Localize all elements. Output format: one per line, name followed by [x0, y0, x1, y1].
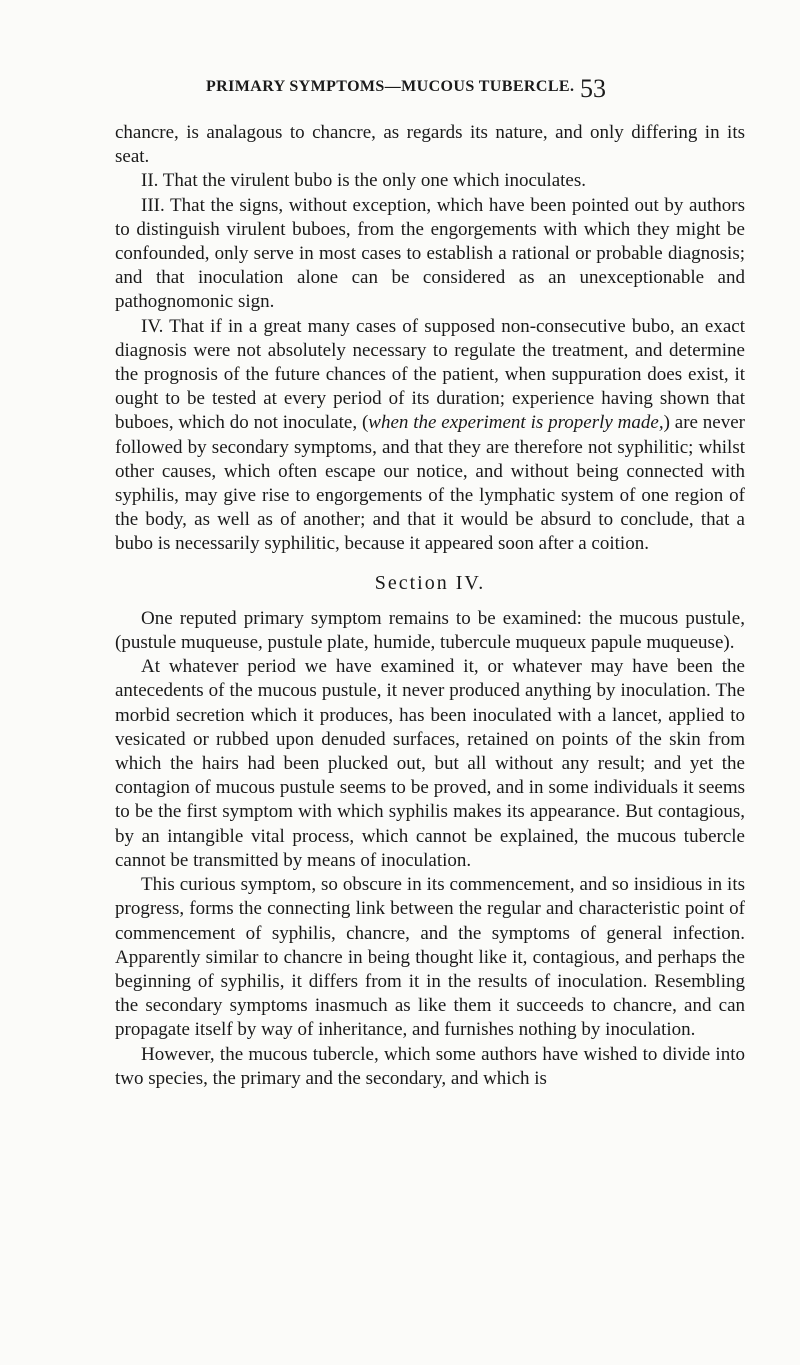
paragraph-point-iv [115, 315, 745, 557]
point-iv-text-start: IV. That if in a great many cases of supposed non-consecutive bubo, an exact diagnosis were not absolutely necessary to regulate the treatment, and determine the prognosis of the future chances of the patient, when suppuration does exist, it ought to be tested at every period of its duration; experience having shown that buboes, which do not inoculate, ( [115, 315, 745, 434]
paragraph-curious-symptom: This curious symptom, so obscure in its commencement, and so insidious in its progress, forms the connecting link between the regular and characteristic point of commencement of syphilis, chancre, and the symptoms of general infection. Apparently similar to chancre in being thought like it, contagious, and perhaps the beginning of syphilis, it differs from it in the results of inoculation. Resembling the secondary symptoms inasmuch as like them it succeeds to chancre, and can propagate itself by way of inheritance, and furnishes nothing by inoculation. [115, 874, 745, 1041]
point-iv-text-end: ) are never followed by secondary symptoms, and that they are therefore not syphilitic; whilst other causes, which often escape our notice, and without being connected with syphilis, may give rise to engorgements of the lymphatic system of one region of the body, as well as of another; and that it would be absurd to conclude, that a bubo is necessarily syphilitic, because it appeared soon after a coition. [115, 412, 745, 555]
paragraph-mucous-pustule: One reputed primary symptom remains to be examined: the mucous pustule, (pustule muqueuse, pustule plate, humide, tubercule muqueux papule muqueuse). [115, 607, 745, 654]
paragraph-point-ii: II. That the virulent bubo is the only one which inoculates. [141, 170, 586, 192]
paragraph-inoculation: At whatever period we have examined it, or whatever may have been the antecedents of the mucous pustule, it never produced anything by inoculation. The morbid secretion which it produces, has been inoculated with a lancet, applied to vesicated or rubbed upon denuded surfaces, retained on points of the skin from which the hairs had been plucked out, but all without any result; and yet the contagion of mucous pustule seems to be proved, and in some individuals it seems to be the first symptom with which syphilis makes its appearance. But contagious, by an intangible vital process, which cannot be explained, the mucous tubercle cannot be transmitted by means of inoculation. [115, 656, 745, 871]
section-heading: Section IV. [374, 571, 486, 594]
running-head [0, 74, 800, 108]
paragraph-point-iii: III. That the signs, without exception, which have been pointed out by authors to distinguish virulent buboes, from the engorgements with which they might be confounded, only serve in most cases to establish a rational or probable diagnosis; and that inoculation alone can be considered as an unexceptionable and pathognomonic sign. [115, 194, 745, 313]
body-text [115, 121, 745, 1091]
page-number: 53 [580, 74, 606, 103]
paragraph-continuation: chancre, is analagous to chancre, as regards its nature, and only differing in its seat. [115, 122, 745, 168]
point-iv-italic-phrase: when the experiment is properly made, [368, 412, 664, 434]
running-title: PRIMARY SYMPTOMS—MUCOUS TUBERCLE. [206, 78, 575, 95]
paragraph-however: However, the mucous tubercle, which some authors have wished to divide into two species, the primary and the secondary, and which is [115, 1043, 745, 1089]
